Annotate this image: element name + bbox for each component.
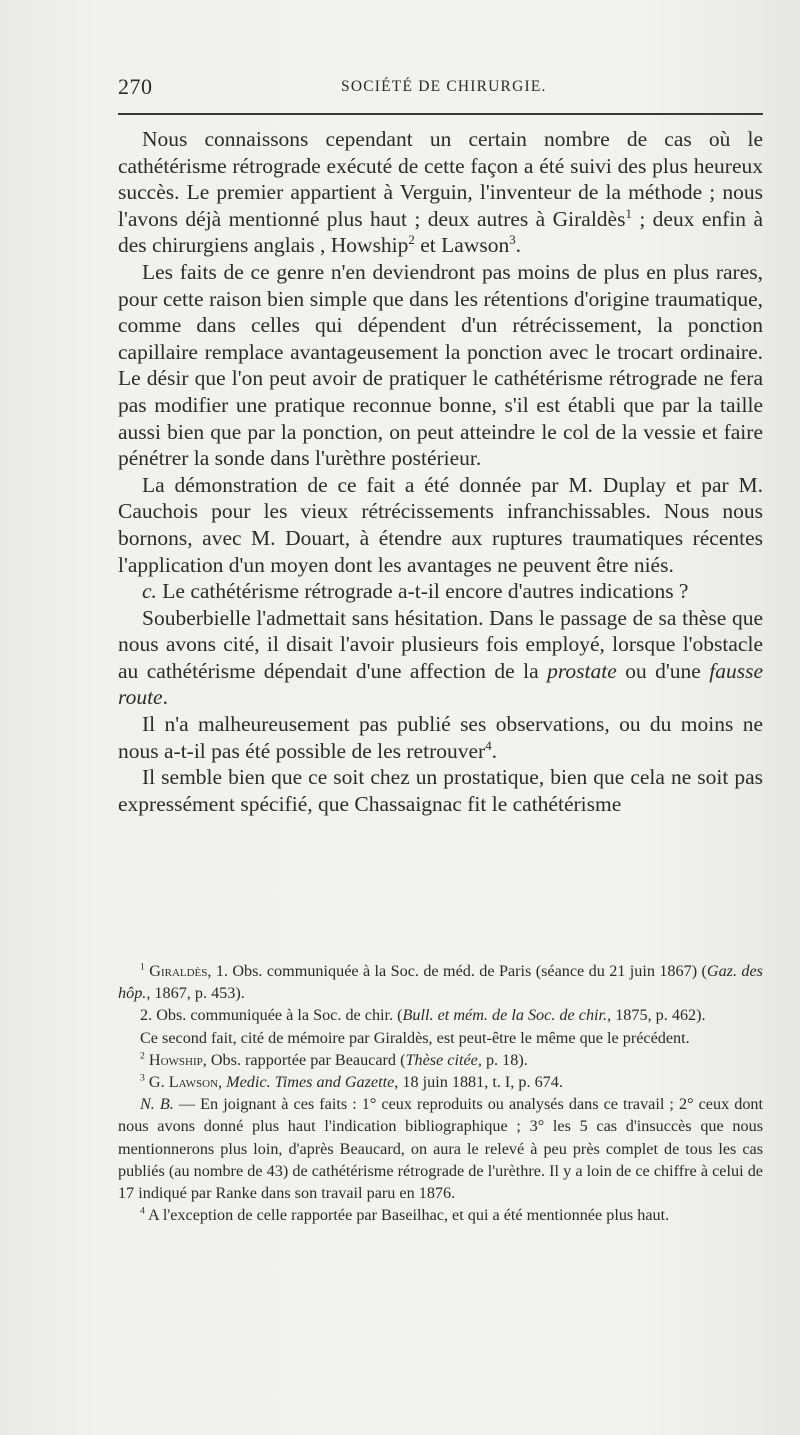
body-paragraph [118,605,763,711]
text-segment: Medic. Times and Gazette [226,1073,395,1092]
text-segment: Howship [148,1050,203,1069]
text-segment: Il n'a malheureusement pas publié ses observations, ou du moins ne nous a-t-il pas été possible de les retrouver [118,712,763,763]
text-segment: , p. 18). [477,1050,528,1069]
text-segment: Il semble bien que ce soit chez un prostatique, bien que cela ne soit pas expressément spécifié, que Chassaignac fit le cathétérisme [118,765,763,816]
text-segment: , 1867, p. 453). [146,984,245,1003]
body-paragraph [118,126,763,259]
text-segment: . [515,233,522,258]
text-segment: Les faits de ce genre n'en deviendront pas moins de plus en plus rares, pour cette raison bien simple que dans les rétentions d'origine traumatique, comme dans celles qui dépendent d'un rétrécissement, la ponction capillaire remplace avantageusement la ponction avec le trocart ordinaire. Le désir que l'on peut avoir de pratiquer le cathétérisme rétrograde ne fera pas modifier une pratique reconnue bonne, s'il est établi que par la taille aussi bien que par la ponction, on peut atteindre le col de la vessie et faire pénétrer la sonde dans l'urèthre postérieur. [118,259,763,471]
text-segment: prostate [547,658,617,683]
running-head: SOCIÉTÉ DE CHIRURGIE. [341,78,547,95]
footnote-marker: 4 [485,738,492,753]
text-segment: Thèse citée [405,1050,478,1069]
footnote-marker: 1 [625,206,632,221]
body-text [118,126,763,817]
text-segment: A l'exception de celle rapportée par Baseilhac, et qui a été mentionnée plus haut. [144,1206,670,1225]
text-segment: 2. Obs. communiquée à la Soc. de chir. ( [140,1006,403,1025]
text-segment: c. [142,579,157,604]
text-segment: Gaz. des hôp. [118,962,763,1003]
footnote-marker: 1 [140,961,145,973]
footnote-marker: 3 [509,233,516,248]
text-segment: Souberbielle l'admettait sans hésitation. Dans le passage de sa thèse que nous avons cité, il disait l'avoir plusieurs fois employé, lorsque l'obstacle au cathétérisme dépendait d'une affection de la [118,605,763,683]
text-segment: Bull. et mém. de la Soc. de chir. [402,1006,608,1025]
text-segment: , 1. Obs. communiquée à la Soc. de méd. de Paris (séance du 21 juin 1867) ( [207,962,707,980]
footnote [118,1027,763,1049]
body-paragraph [118,259,763,472]
page-header [118,72,758,102]
body-paragraph [118,764,763,817]
text-segment: Nous connaissons cependant un certain nombre de cas où le cathétérisme rétrograde exécuté de cette façon a été suivi des plus heureux succès. Le premier appartient à Verguin, l'inventeur de la méthode ; nous l'avons déjà mentionné plus haut ; deux autres à Giraldès [118,127,763,231]
body-paragraph [118,472,763,578]
footnote-marker: 3 [140,1072,145,1084]
header-rule [118,113,763,115]
footnote [118,1204,763,1226]
footnotes [118,960,763,1226]
footnote [118,1071,763,1093]
body-paragraph [118,711,763,764]
footnote [118,960,763,1004]
text-segment: fausse route [118,658,764,710]
footnote [118,1049,763,1071]
text-segment: , 1875, p. 462). [607,1006,706,1025]
footnote-marker: 2 [140,1050,145,1062]
footnote-marker: 4 [140,1205,145,1217]
text-segment: La démonstration de ce fait a été donnée par M. Duplay et par M. Cauchois pour les vieux rétrécissements infranchissables. Nous nous bornons, avec M. Douart, à étendre aux ruptures traumatiques récentes l'application d'un moyen dont les avantages ne peuvent être niés. [118,472,763,577]
text-segment: , [218,1073,227,1092]
body-paragraph [118,578,763,605]
text-segment: , 18 juin 1881, t. I, p. 674. [394,1073,563,1092]
text-segment: — En joignant à ces faits : 1° ceux reproduits ou analysés dans ce travail ; 2° ceux dont nous avons donné plus haut l'indication bibliographique ; 3° les 5 cas d'insuccès que nous mentionnerons plus loin, d'après Beaucard, on aura le relevé à peu près complet de tous les cas publiés (au nombre de 43) de cathétérisme rétrograde de l'urèthre. Il y a loin de ce chiffre à celui de 17 indiqué par Ranke dans son travail paru en 1876. [118,1095,764,1203]
text-segment: Ce second fait, cité de mémoire par Giraldès, est peut-être le même que le précédent. [140,1028,690,1047]
footnote-marker: 2 [408,233,415,248]
text-segment: . [491,738,498,763]
footnote [118,1093,763,1204]
text-segment: Giraldès [149,962,208,980]
page-number: 270 [118,74,153,99]
footnote [118,1004,763,1026]
text-segment: , Obs. rapportée par Beaucard ( [202,1050,406,1069]
text-segment: Lawson [168,1073,219,1092]
text-segment: ; deux enfin à des chirurgiens anglais , Howship [118,206,763,258]
text-segment: . [162,685,168,710]
text-segment: N. B. [140,1095,174,1114]
text-segment: ou d'une [616,658,710,683]
text-segment: Le cathétérisme rétrograde a-t-il encore d'autres indications ? [156,579,689,604]
text-segment: G. [144,1073,169,1092]
text-segment: et Lawson [414,233,510,258]
